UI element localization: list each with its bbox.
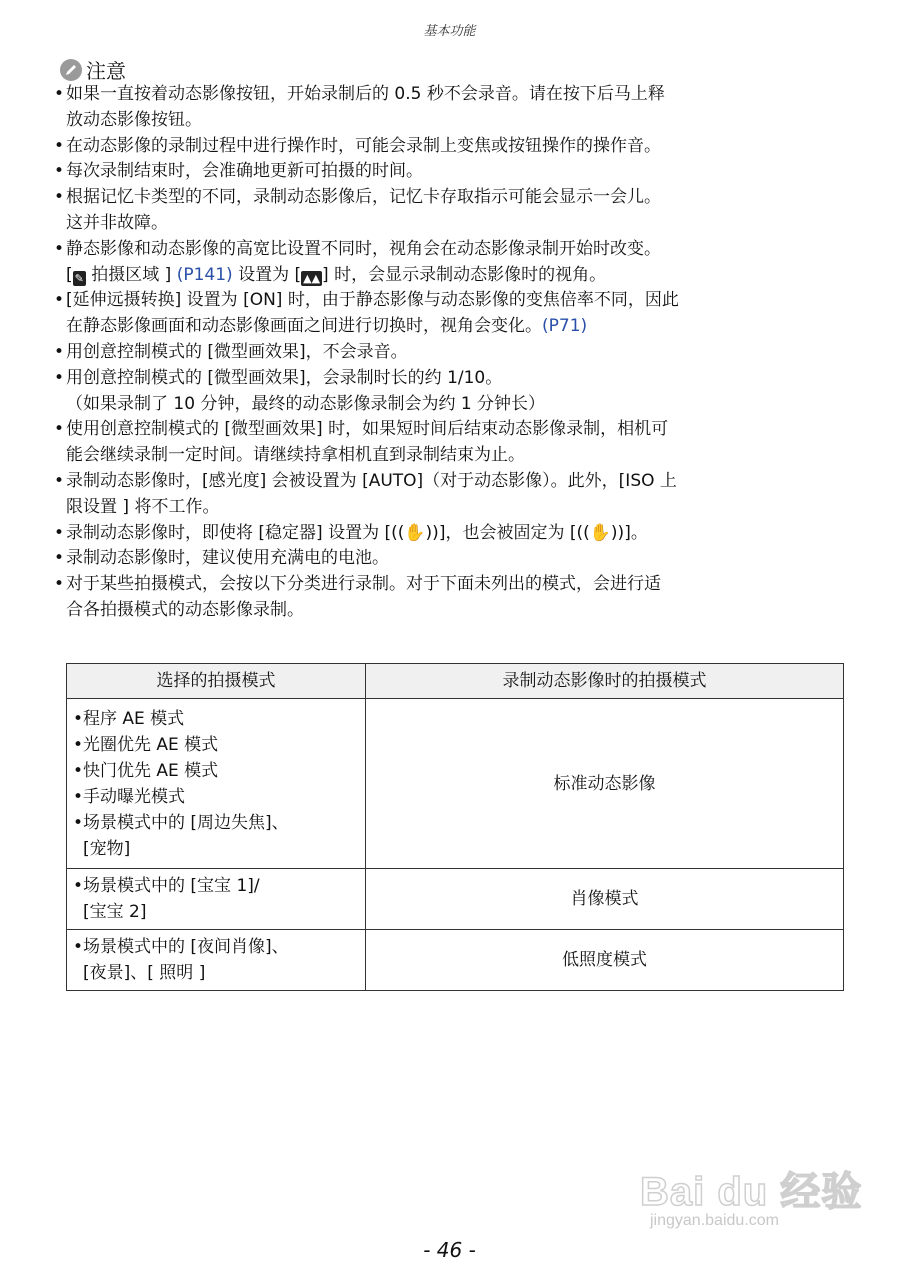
list-item-cont: [夜景]、[ 照明 ] [83, 963, 206, 983]
list-item: • 光圈优先 AE 模式 [73, 732, 359, 758]
list-item [52, 521, 852, 547]
table-cell [67, 869, 366, 930]
list-item-line: • 根据记忆卡类型的不同，录制动态影像后，记忆卡存取指示可能会显示一会儿。 [66, 187, 661, 208]
list-item-line: 这并非故障。 [66, 212, 168, 233]
list-item-line: [ ✎ 拍摄区域 ] (P141) 设置为 [ ▲▲ ] 时，会显示录制动态影像时的视角。 [66, 264, 607, 285]
note-title: 注意 [86, 59, 126, 83]
list-item-line: • 在动态影像的录制过程中进行操作时，可能会录制上变焦或按钮操作的操作音。 [66, 135, 661, 156]
list-item: • 程序 AE 模式 [73, 706, 359, 732]
list-item: • 手动曝光模式 [73, 784, 359, 810]
list-item-line: • 每次录制结束时，会准确地更新可拍摄的时间。 [66, 161, 423, 182]
list-item-line: • 录制动态影像时，[感光度] 会被设置为 [AUTO]（对于动态影像）。此外，[ISO 上 [66, 470, 677, 491]
list-item [52, 546, 852, 572]
list-item [52, 185, 852, 237]
list-item-line: • 录制动态影像时，建议使用充满电的电池。 [66, 548, 389, 569]
list-item-line: • 静态影像和动态影像的高宽比设置不同时，视角会在动态影像录制开始时改变。 [66, 238, 661, 259]
list-item-line: • 录制动态影像时，即使将 [稳定器] 设置为 [((✋))]，也会被固定为 [((✋))]。 [66, 522, 648, 543]
list-item: • 快门优先 AE 模式 [73, 758, 359, 784]
aspect-ratio-icon: ✎ [74, 271, 84, 285]
list-item-line: 放动态影像按钮。 [66, 109, 202, 130]
page-link[interactable]: (P141) [176, 264, 233, 285]
pencil-icon [60, 59, 82, 81]
table-cell [67, 930, 366, 991]
table-row [67, 699, 844, 869]
list-item-line: 能会继续录制一定时间。请继续持拿相机直到录制结束为止。 [66, 445, 525, 466]
list-item [52, 340, 852, 366]
list-item-line: 在静态影像画面和动态影像画面之间进行切换时，视角会变化。(P71) [66, 316, 588, 337]
stabilizer-icon: ((✋)) [391, 522, 439, 543]
list-item-line: 合各拍摄模式的动态影像录制。 [66, 599, 304, 620]
list-item: • 场景模式中的 [周边失焦]、 [73, 810, 359, 836]
list-item [52, 366, 852, 418]
list-item-cont: [宠物] [83, 838, 131, 859]
recording-mode-table [66, 663, 844, 991]
page-link[interactable]: (P71) [542, 316, 588, 337]
list-item-line: • 对于某些拍摄模式，会按以下分类进行录制。对于下面未列出的模式，会进行适 [66, 574, 661, 595]
table-cell: 低照度模式 [366, 930, 844, 991]
page-header: 基本功能 [423, 24, 476, 39]
stabilizer-icon: ((✋)) [576, 522, 625, 543]
list-item [52, 572, 852, 624]
list-item [52, 134, 852, 160]
list-item-line: • 用创意控制模式的 [微型画效果]，不会录音。 [66, 341, 408, 362]
table-cell: 标准动态影像 [366, 699, 844, 869]
table-header: 录制动态影像时的拍摄模式 [366, 664, 844, 699]
watermark-logo: Bai du 经验 [640, 1170, 863, 1214]
list-item-line: （如果录制了 10 分钟，最终的动态影像录制会为约 1 分钟长） [66, 393, 546, 414]
list-item: • 场景模式中的 [夜间肖像]、 [73, 934, 359, 960]
baidu-watermark [640, 1150, 870, 1240]
page-number: - 46 - [423, 1238, 476, 1262]
list-item [52, 159, 852, 185]
table-row [67, 930, 844, 991]
list-item-line: • 如果一直按着动态影像按钮，开始录制后的 0.5 秒不会录音。请在按下后马上释 [66, 84, 665, 104]
table-header-row [67, 664, 844, 699]
list-item [52, 237, 852, 289]
list-item [52, 288, 852, 340]
table-row [67, 869, 844, 930]
list-item: • 场景模式中的 [宝宝 1]/ [73, 873, 359, 899]
note-list [52, 82, 852, 624]
list-item-line: • 使用创意控制模式的 [微型画效果] 时，如果短时间后结束动态影像录制，相机可 [66, 419, 669, 440]
list-item-line: 限设置 ] 将不工作。 [66, 496, 220, 517]
list-item [52, 469, 852, 521]
list-item [52, 82, 852, 134]
list-item-cont: [宝宝 2] [83, 902, 147, 922]
table-cell [67, 699, 366, 869]
list-item-line: • [延伸远摄转换] 设置为 [ON] 时，由于静态影像与动态影像的变焦倍率不同，因此 [66, 290, 679, 311]
table-header: 选择的拍摄模式 [67, 664, 366, 699]
watermark-url: jingyan.baidu.com [650, 1212, 779, 1229]
note-heading [60, 55, 126, 84]
table-cell: 肖像模式 [366, 869, 844, 930]
list-item [52, 417, 852, 469]
motion-picture-icon: ▲▲ [303, 271, 321, 285]
list-item-line: • 用创意控制模式的 [微型画效果]，会录制时长的约 1/10。 [66, 367, 503, 388]
